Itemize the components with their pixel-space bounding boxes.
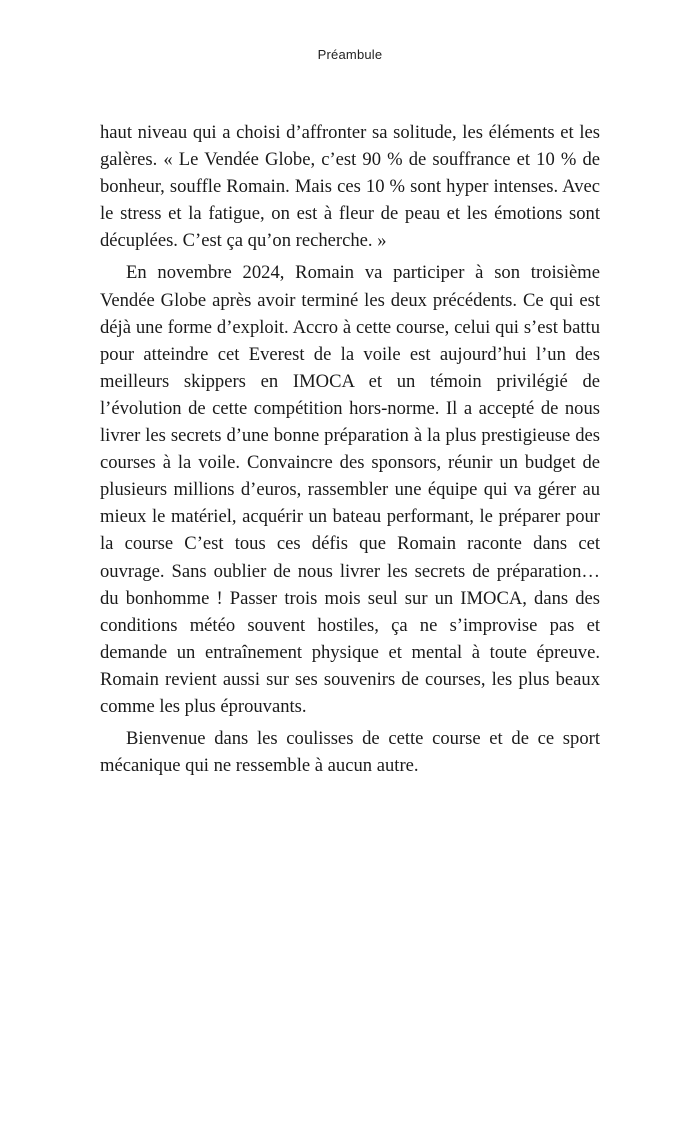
paragraph-continued: haut niveau qui a choisi d’affronter sa solitude, les éléments et les galères. « Le Vendée Globe, c’est 90 % de souffrance et 10 % de bonheur, souffle Romain. Mais ces 10 % sont hyper intenses. Avec le stress et la fatigue, on est à fleur de peau et les émotions sont décuplées. C’est ça qu’on recherche. »: [100, 122, 600, 252]
paragraph-main: En novembre 2024, Romain va participer à son troisième Vendée Globe après avoir terminé les deux précédents. Ce qui est déjà une forme d’exploit. Accro à cette course, celui qui s’est battu pour atteindre cet Everest de la voile est aujourd’hui l’un des meilleurs skippers en IMOCA et un témoin privilégié de l’évolution de cette compétition hors-norme. Il a accepté de nous livrer les secrets d’une bonne préparation à la plus prestigieuse des courses à la voile. Convaincre des sponsors, réunir un budget de plusieurs millions d’euros, rassembler une équipe qui va gérer au mieux le matériel, acquérir un bateau performant, le préparer pour la course C’est tous ces défis que Romain raconte dans cet ouvrage. Sans oublier de nous livrer les secrets de préparation… du bonhomme ! Passer trois mois seul sur un IMOCA, dans des conditions météo souvent hostiles, ça ne s’improvise pas et demande un entraînement physique et mental à toute épreuve. Romain revient aussi sur ses souvenirs de courses, les plus beaux comme les plus éprouvants.: [100, 262, 600, 717]
body-text: [100, 119, 600, 779]
running-header: Préambule: [317, 47, 383, 62]
paragraph-closing: Bienvenue dans les coulisses de cette course et de ce sport mécanique qui ne ressemble à aucun autre.: [100, 728, 600, 777]
